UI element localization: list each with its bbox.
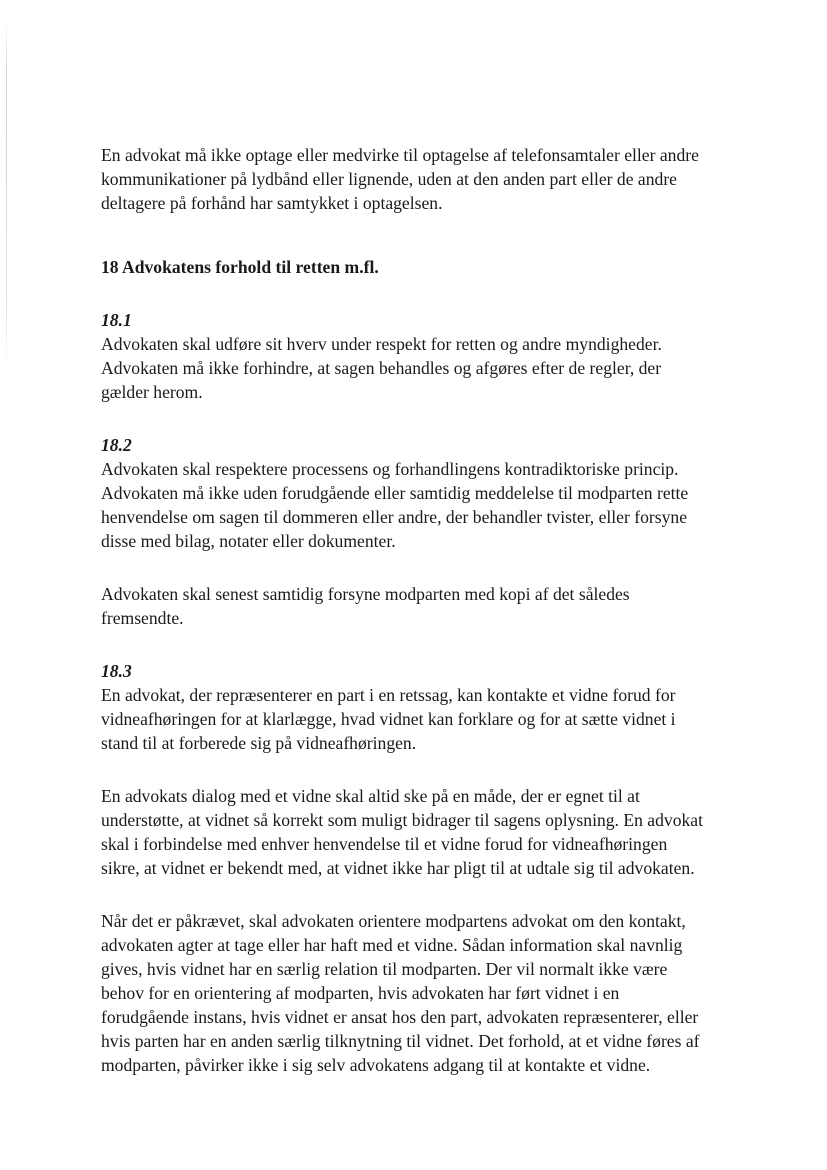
text-line: gælder herom.: [101, 382, 203, 402]
text-line: behov for en orientering af modparten, hvis advokaten har ført vidnet i en: [101, 983, 620, 1003]
text-line: forudgående instans, hvis vidnet er ansat hos den part, advokaten repræsenterer, eller: [101, 1007, 699, 1027]
scan-edge-shadow: [6, 20, 7, 370]
text-line: vidneafhøringen for at klarlægge, hvad vidnet kan forklare og for at sætte vidnet i: [101, 709, 676, 729]
text-line: En advokat må ikke optage eller medvirke til optagelse af telefonsamtaler eller andre: [101, 145, 699, 165]
text-line: fremsendte.: [101, 608, 184, 628]
text-line: En advokats dialog med et vidne skal altid ske på en måde, der er egnet til at: [101, 786, 640, 806]
paragraph-18-1: [101, 332, 751, 404]
text-line: gives, hvis vidnet har en særlig relation til modparten. Der vil normalt ikke være: [101, 959, 668, 979]
subsection-number-18-3: 18.3: [101, 661, 132, 681]
text-line: sikre, at vidnet er bekendt med, at vidnet ikke har pligt til at udtale sig til advokaten.: [101, 858, 695, 878]
subsection-number-18-2: 18.2: [101, 435, 132, 455]
text-line: En advokat, der repræsenterer en part i en retssag, kan kontakte et vidne forud for: [101, 685, 676, 705]
text-line: Advokaten må ikke forhindre, at sagen behandles og afgøres efter de regler, der: [101, 358, 662, 378]
text-line: skal i forbindelse med enhver henvendelse til et vidne forud for vidneafhøringen: [101, 834, 668, 854]
text-line: hvis parten har en anden særlig tilknytning til vidnet. Det forhold, at et vidne føres af: [101, 1031, 700, 1051]
text-line: deltagere på forhånd har samtykket i optagelsen.: [101, 193, 443, 213]
text-line: modparten, påvirker ikke i sig selv advokatens adgang til at kontakte et vidne.: [101, 1055, 651, 1075]
text-line: henvendelse om sagen til dommeren eller andre, der behandler tvister, eller forsyne: [101, 507, 688, 527]
text-line: Advokaten skal udføre sit hverv under respekt for retten og andre myndigheder.: [101, 334, 662, 354]
paragraph-18-3-a: [101, 683, 751, 755]
subsection-number-18-1: 18.1: [101, 310, 132, 330]
text-line: Når det er påkrævet, skal advokaten orientere modpartens advokat om den kontakt,: [101, 911, 686, 931]
section-heading: 18 Advokatens forhold til retten m.fl.: [101, 257, 379, 277]
text-line: Advokaten skal senest samtidig forsyne modparten med kopi af det således: [101, 584, 630, 604]
document-body: [101, 143, 751, 1077]
paragraph-18-3-b: [101, 784, 751, 880]
paragraph-18-3-c: [101, 909, 751, 1077]
text-line: advokaten agter at tage eller har haft med et vidne. Sådan information skal navnlig: [101, 935, 683, 955]
text-line: kommunikationer på lydbånd eller lignende, uden at den anden part eller de andre: [101, 169, 677, 189]
text-line: disse med bilag, notater eller dokumenter.: [101, 531, 396, 551]
intro-paragraph: [101, 143, 751, 215]
paragraph-18-2-b: [101, 582, 751, 630]
paragraph-18-2-a: [101, 457, 751, 553]
text-line: stand til at forberede sig på vidneafhøringen.: [101, 733, 417, 753]
text-line: Advokaten skal respektere processens og forhandlingens kontradiktoriske princip.: [101, 459, 679, 479]
text-line: understøtte, at vidnet så korrekt som muligt bidrager til sagens oplysning. En advokat: [101, 810, 703, 830]
text-line: Advokaten må ikke uden forudgående eller samtidig meddelelse til modparten rette: [101, 483, 689, 503]
